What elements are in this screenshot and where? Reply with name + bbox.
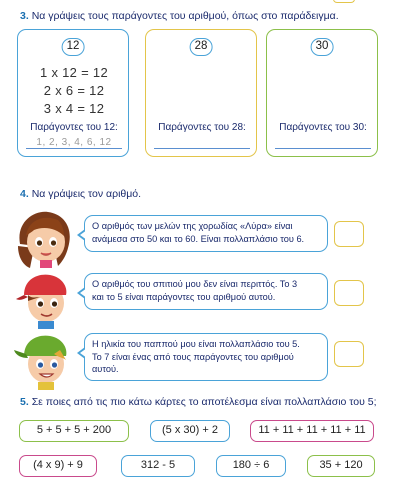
q5-title-text: Σε ποιες από τις πιο κάτω κάρτες το αποτέλεσμα είναι πολλαπλάσιο του 5; [31,396,377,408]
corner-box [333,0,355,3]
answer-box[interactable] [334,280,364,306]
expression-card[interactable]: 35 + 120 [307,455,375,477]
q3-title [20,10,339,22]
factor-card-12 [17,29,129,157]
equation-text: 1 x 12 = 12 [40,65,108,80]
answer-box[interactable] [334,221,364,247]
factor-card-label: Παράγοντες του 28: [158,122,246,133]
riddle-line: Η ηλικία του παππού μου είναι πολλαπλάσιο του 5. [92,339,300,349]
factor-card-number: 28 [190,38,213,56]
q5-title [20,396,377,408]
q5-number: 5. [20,396,29,408]
riddle-line: ανάμεσα στο 50 και το 60. Είναι πολλαπλάσιο του 6. [92,233,305,244]
q4-number: 4. [20,188,29,200]
expression-card[interactable]: 11 + 11 + 11 + 11 + 11 [250,420,374,442]
expression-card[interactable]: (4 x 9) + 9 [19,455,97,477]
answer-line[interactable] [275,148,371,149]
riddle-bubble [84,215,328,252]
q4-title [20,188,141,200]
factor-card-label: Παράγοντες του 30: [279,122,367,133]
factor-card-28 [145,29,257,157]
factor-equation [18,83,130,98]
factor-equation [18,101,130,116]
answer-line [26,148,122,149]
factor-equation [18,65,130,80]
riddle-bubble [84,273,328,310]
expression-card[interactable]: 5 + 5 + 5 + 200 [19,420,129,442]
factor-card-answer: 1, 2, 3, 4, 6, 12 [36,137,112,148]
factor-card-30 [266,29,378,157]
equation-text: 2 x 6 = 12 [43,83,105,98]
factor-card-number: 12 [62,38,85,56]
boy-green-cap-avatar-icon [14,328,76,390]
q3-number: 3. [20,10,29,22]
riddle-line: Το 7 είναι ένας από τους παράγοντες του αριθμού [92,351,294,362]
boy-avatar-icon [14,267,76,329]
riddle-line: Ο αριθμός των μελών της χορωδίας «Λύρα» είναι [92,221,293,231]
answer-box[interactable] [334,341,364,367]
riddle-line: Ο αριθμός του σπιτιού μου δεν είναι περιττός. Το 3 [92,279,298,289]
factor-card-label: Παράγοντες του 12: [30,122,118,133]
riddle-bubble [84,333,328,381]
expression-card[interactable]: 180 ÷ 6 [216,455,286,477]
expression-card[interactable]: (5 x 30) + 2 [150,420,230,442]
q3-title-text: Να γράψεις τους παράγοντες του αριθμού, όπως στο παράδειγμα. [31,10,339,22]
q4-title-text: Να γράψεις τον αριθμό. [31,188,142,200]
expression-card[interactable]: 312 - 5 [121,455,195,477]
answer-line[interactable] [154,148,250,149]
riddle-line: αυτού. [92,364,119,374]
factor-card-number: 30 [311,38,334,56]
equation-text: 3 x 4 = 12 [43,101,105,116]
riddle-line: και το 5 είναι παράγοντες του αριθμού αυτού. [92,291,276,302]
girl-avatar-icon [14,208,76,270]
